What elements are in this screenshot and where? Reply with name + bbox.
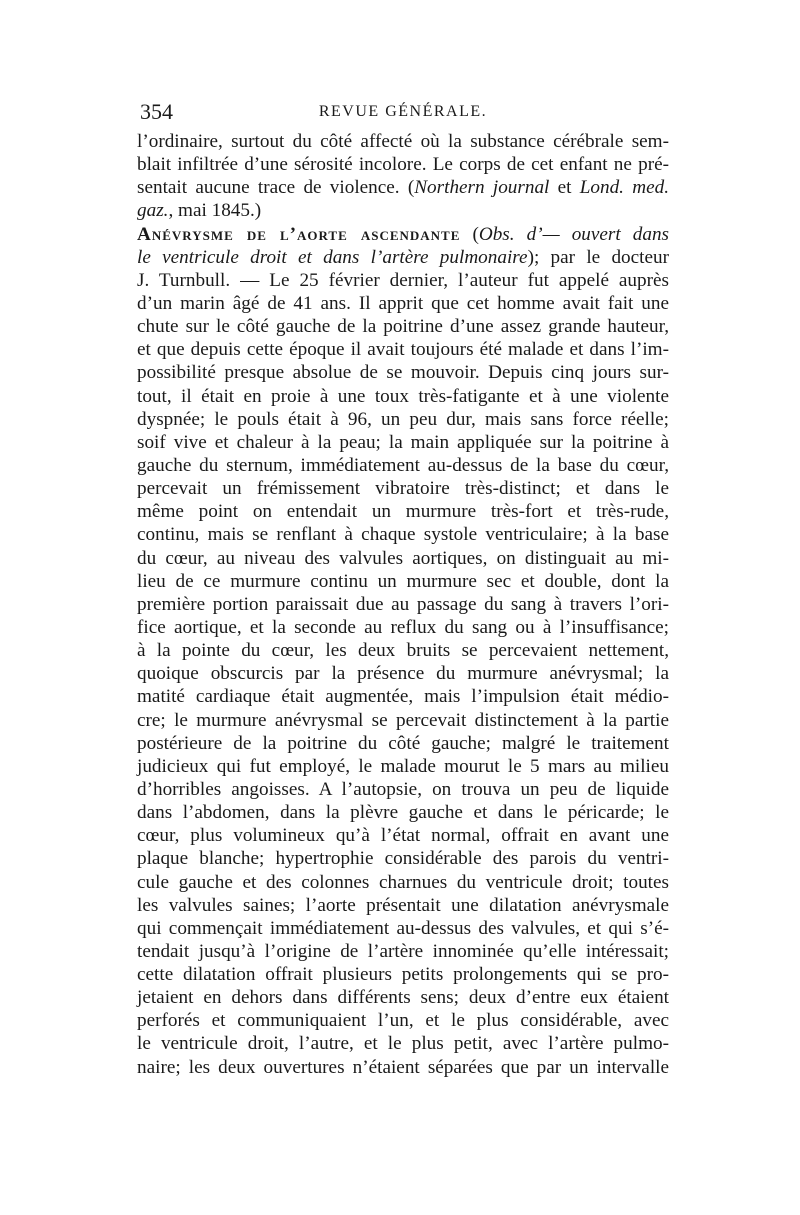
text-line: gauche du sternum, immédiatement au-dessus de la base du cœur, bbox=[137, 454, 669, 476]
text-run: ( bbox=[460, 223, 479, 245]
text-line: plaque blanche; hypertrophie considérable des parois du ventri- bbox=[137, 848, 669, 870]
text-line: dyspnée; le pouls était à 96, un peu dur, mais sans force réelle; bbox=[137, 408, 669, 430]
text-line: cœur, plus volumineux qu’à l’état normal, offrait en avant une bbox=[137, 825, 669, 847]
text-line: jetaient en dehors dans différents sens; deux d’entre eux étaient bbox=[137, 987, 669, 1009]
text-line: lieu de ce murmure continu un murmure sec et double, dont la bbox=[137, 570, 669, 592]
text-line: cule gauche et des colonnes charnues du ventricule droit; toutes bbox=[137, 871, 669, 893]
text-run: , mai 1845.) bbox=[168, 200, 262, 222]
text-line: dans l’abdomen, dans la plèvre gauche et dans le péricarde; le bbox=[137, 802, 669, 824]
text-line: qui commençait immédiatement au-dessus des valvules, et qui s’é- bbox=[137, 917, 669, 939]
text-run: sentait aucune trace de violence. bbox=[137, 177, 400, 199]
text-run: Obs. d’— ouvert dans bbox=[478, 223, 670, 245]
text-line: possibilité presque absolue de se mouvoir. Depuis cinq jours sur- bbox=[137, 362, 669, 384]
book-page bbox=[137, 98, 669, 1079]
text-line: chute sur le côté gauche de la poitrine d’une assez grande hauteur, bbox=[137, 316, 669, 338]
text-line bbox=[137, 176, 669, 199]
text-run: ); par le docteur bbox=[527, 246, 669, 268]
body-text bbox=[137, 130, 669, 1079]
text-line: blait infiltrée d’une sérosité incolore. Le corps de cet enfant ne pré- bbox=[137, 154, 669, 176]
text-line: naire; les deux ouvertures n’étaient séparées que par un intervalle bbox=[137, 1056, 669, 1078]
text-line: continu, mais se renflant à chaque systole ventriculaire; à la base bbox=[137, 524, 669, 546]
text-line: quoique obscurcis par la présence du murmure anévrysmal; la bbox=[137, 663, 669, 685]
text-line: cette dilatation offrait plusieurs petits prolongements qui se pro- bbox=[137, 964, 669, 986]
text-line: tout, il était en proie à une toux très-fatigante et à une violente bbox=[137, 385, 669, 407]
section-heading-line bbox=[137, 223, 669, 246]
text-line: les valvules saines; l’aorte présentait une dilatation anévrysmale bbox=[137, 894, 669, 916]
text-line bbox=[137, 199, 669, 222]
text-run: ( bbox=[407, 177, 415, 199]
text-line: d’horribles angoisses. A l’autopsie, on trouva un peu de liquide bbox=[137, 778, 669, 800]
text-line: percevait un frémissement vibratoire très-distinct; et dans le bbox=[137, 478, 669, 500]
source-journal: Northern journal bbox=[414, 177, 550, 199]
running-head bbox=[137, 98, 669, 126]
text-line: fice aortique, et la seconde au reflux du sang ou à l’insuffisance; bbox=[137, 616, 669, 638]
text-line bbox=[137, 246, 669, 269]
page-number: 354 bbox=[140, 99, 173, 124]
source-lond: Lond. med. bbox=[579, 177, 669, 199]
text-line: cre; le murmure anévrysmal se percevait distinctement à la partie bbox=[137, 709, 669, 731]
text-line: soif vive et chaleur à la peau; la main appliquée sur la poitrine à bbox=[137, 431, 669, 453]
text-line: le ventricule droit, l’autre, et le plus petit, avec l’artère pulmo- bbox=[137, 1033, 669, 1055]
text-line: première portion paraissait due au passage du sang à travers l’ori- bbox=[137, 593, 669, 615]
text-line: d’un marin âgé de 41 ans. Il apprit que cet homme avait fait une bbox=[137, 292, 669, 314]
text-line: et que depuis cette époque il avait toujours été malade et dans l’im- bbox=[137, 339, 669, 361]
text-line: l’ordinaire, surtout du côté affecté où la substance cérébrale sem- bbox=[137, 131, 669, 152]
running-head-title: REVUE GÉNÉRALE. bbox=[318, 103, 488, 120]
text-line: J. Turnbull. — Le 25 février dernier, l’auteur fut appelé auprès bbox=[137, 269, 669, 291]
section-heading: Anévrysme de l’aorte ascendante bbox=[137, 223, 461, 245]
text-line: matité cardiaque était augmentée, mais l’impulsion était médio- bbox=[137, 686, 669, 708]
text-line: perforés et communiquaient l’un, et le plus considérable, avec bbox=[137, 1010, 669, 1032]
text-run: et bbox=[549, 177, 580, 199]
text-run: le ventricule droit et dans l’artère pulmonaire bbox=[137, 246, 528, 268]
text-line: tendait jusqu’à l’origine de l’artère innominée qu’elle intéressait; bbox=[137, 940, 669, 962]
text-line: postérieure de la poitrine du côté gauche; malgré le traitement bbox=[137, 732, 669, 754]
text-line: à la pointe du cœur, les deux bruits se percevaient nettement, bbox=[137, 640, 669, 662]
text-line: même point on entendait un murmure très-fort et très-rude, bbox=[137, 501, 669, 523]
text-line: du cœur, au niveau des valvules aortiques, on distinguait au mi- bbox=[137, 547, 669, 569]
source-gaz: gaz. bbox=[137, 200, 169, 222]
text-line: judicieux qui fut employé, le malade mourut le 5 mars au milieu bbox=[137, 755, 669, 777]
